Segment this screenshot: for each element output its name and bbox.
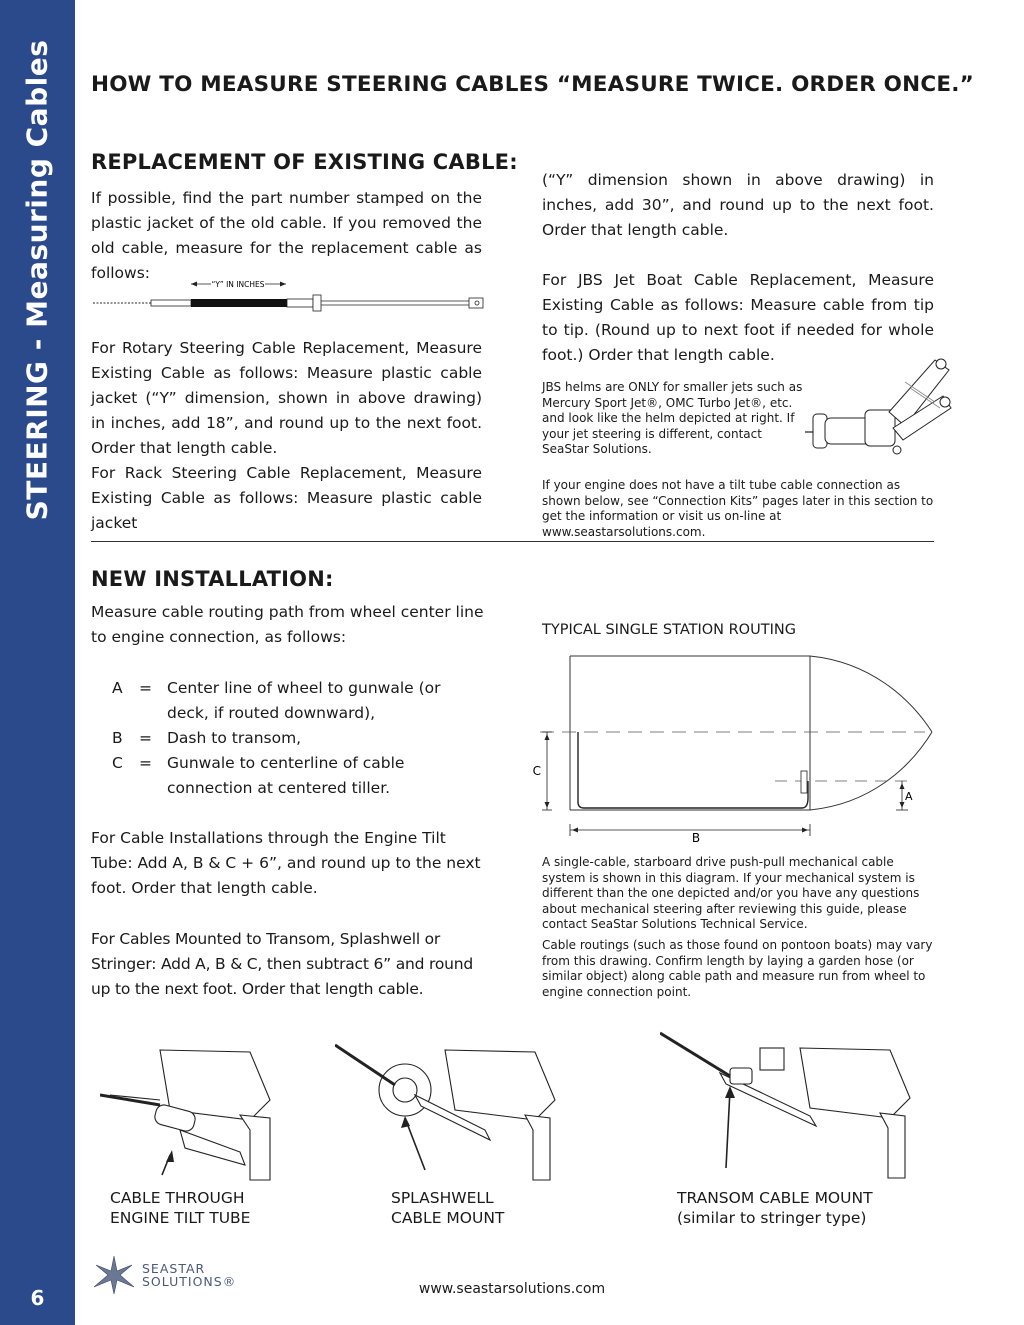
transom-mount-illustration [660, 1028, 920, 1188]
caption-line: SPLASHWELL [391, 1189, 494, 1207]
cable-jacket [191, 299, 287, 307]
y-dimension-label: “Y” IN INCHES [211, 280, 265, 289]
replacement-heading: REPLACEMENT OF EXISTING CABLE: [91, 150, 518, 174]
page-number: 6 [30, 1286, 45, 1310]
helm-body [865, 410, 895, 446]
tilt-tube-illustration [100, 1040, 290, 1190]
list-item [112, 676, 457, 701]
rod-end-hole [475, 301, 479, 305]
helm-bolt-bottom [893, 446, 901, 454]
helm-housing [825, 418, 871, 444]
b-label: B [691, 831, 701, 845]
jbs-helm-illustration [805, 352, 955, 474]
routing-note: A single-cable, starboard drive push-pull mechanical cable system is shown in this diagram. If your mechanical system is different than the one depicted and/or you have any questions about mechanical steering after reviewing this guide, please contact SeaStar Solutions Technical Service. [542, 855, 920, 931]
jbs-instructions: For JBS Jet Boat Cable Replacement, Measure Existing Cable as follows: Measure cable from tip to tip. (Round up to next foot if needed for whole foot.) Order that length cable. [542, 271, 934, 364]
measure-letter: B [112, 729, 123, 747]
measure-description: Gunwale to centerline of cable [167, 754, 405, 772]
measure-description: Dash to transom, [167, 729, 302, 747]
mount-caption-tilt-tube [110, 1188, 250, 1228]
routing-variation-note: Cable routings (such as those found on pontoon boats) may vary from this drawing. Confirm length by laying a garden hose (or similar object) along cable path and measure run from wheel to engine connection point. [542, 938, 933, 999]
list-item-continued [112, 701, 457, 726]
list-item [112, 751, 457, 776]
cable-path [578, 732, 808, 808]
c-label: C [532, 764, 541, 778]
page-title: HOW TO MEASURE STEERING CABLES “MEASURE TWICE. ORDER ONCE.” [91, 72, 974, 97]
measure-equals: = [139, 754, 152, 772]
outboard-bracket [525, 1115, 550, 1180]
caption-line: CABLE THROUGH [110, 1189, 245, 1207]
cable-nut [313, 295, 321, 311]
outboard-bracket [880, 1113, 905, 1178]
measurement-list [112, 676, 457, 801]
bow-lower [810, 732, 932, 810]
caption-line: TRANSOM CABLE MOUNT [677, 1189, 873, 1207]
routing-diagram [530, 648, 940, 848]
cable-ferrule [287, 299, 313, 307]
mount-caption-transom [677, 1188, 873, 1228]
outboard-cowl [445, 1050, 555, 1120]
new-installation-intro: Measure cable routing path from wheel center line to engine connection, as follows: [91, 603, 484, 646]
caption-line: ENGINE TILT TUBE [110, 1209, 251, 1227]
list-item-continued [112, 776, 457, 801]
engine-steering-arm [180, 1130, 245, 1165]
core-cable [660, 1033, 730, 1076]
dimension-arrow-right [280, 282, 286, 287]
outboard-bracket [240, 1115, 270, 1180]
logo-text-line: SOLUTIONS® [142, 1274, 237, 1289]
transom-clamp [730, 1068, 752, 1084]
caption-line: CABLE MOUNT [391, 1209, 505, 1227]
mount-caption-splashwell [391, 1188, 504, 1228]
routing-title: TYPICAL SINGLE STATION ROUTING [542, 622, 796, 638]
helm-bolt-top [936, 359, 946, 369]
splashwell-nut [393, 1078, 417, 1102]
dimension-arrow-left [191, 282, 197, 287]
helm-bolt-mid [940, 397, 950, 407]
rack-instructions-continued: (“Y” dimension shown in above drawing) in inches, add 30”, and round up to the next foot. Order that length cable. [542, 171, 934, 239]
caption-line: (similar to stringer type) [677, 1209, 867, 1227]
measure-letter: C [112, 754, 123, 772]
core-cable [335, 1045, 395, 1085]
steering-wheel [801, 771, 807, 793]
section-divider [91, 541, 934, 542]
new-installation-heading: NEW INSTALLATION: [91, 567, 334, 591]
measure-letter: A [112, 679, 123, 697]
transom-plate [760, 1048, 784, 1070]
bow-upper [810, 656, 932, 732]
transom-instructions: For Cables Mounted to Transom, Splashwell or Stringer: Add A, B & C, then subtract 6” and round up to the next foot. Order that length cable. [91, 930, 473, 998]
rotary-instructions: For Rotary Steering Cable Replacement, Measure Existing Cable as follows: Measure plastic cable jacket (“Y” dimension, shown in above drawing) in inches, add 18”, and round up to the next foot. Order that length cable. [91, 339, 482, 457]
measure-equals: = [139, 729, 152, 747]
callout-arrow [726, 1090, 730, 1168]
sidebar-title: STEERING - Measuring Cables [20, 39, 54, 521]
footer-url: www.seastarsolutions.com [418, 1281, 606, 1297]
outboard-cowl [800, 1048, 910, 1118]
cable-diagram [91, 272, 491, 320]
logo-text-line: SEASTAR [142, 1261, 206, 1276]
list-item [112, 726, 457, 751]
tilt-tube-instructions: For Cable Installations through the Engine Tilt Tube: Add A, B & C + 6”, and round up to the next foot. Order that length cable. [91, 829, 481, 897]
measure-description: deck, if routed downward), [167, 704, 376, 722]
measure-description: Center line of wheel to gunwale (or [167, 679, 441, 697]
a-label: A [905, 790, 913, 803]
measure-description: connection at centered tiller. [167, 779, 391, 797]
cable-end-rod [151, 300, 191, 306]
tilt-tube-note: If your engine does not have a tilt tube cable connection as shown below, see “Connection Kits” pages later in this section to get the information or visit us on-line at www.seastarsolutions.com. [542, 478, 934, 539]
jbs-note: JBS helms are ONLY for smaller jets such as Mercury Sport Jet®, OMC Turbo Jet®, etc. and look like the helm depicted at right. If your jet steering is different, contact SeaStar Solutions. [542, 380, 803, 456]
replacement-intro: If possible, find the part number stamped on the plastic jacket of the old cable. If you removed the old cable, measure for the replacement cable as follows: [91, 189, 482, 282]
rack-instructions: For Rack Steering Cable Replacement, Measure Existing Cable as follows: Measure plastic cable jacket [91, 464, 482, 532]
measure-equals: = [139, 679, 152, 697]
splashwell-illustration [335, 1030, 565, 1190]
